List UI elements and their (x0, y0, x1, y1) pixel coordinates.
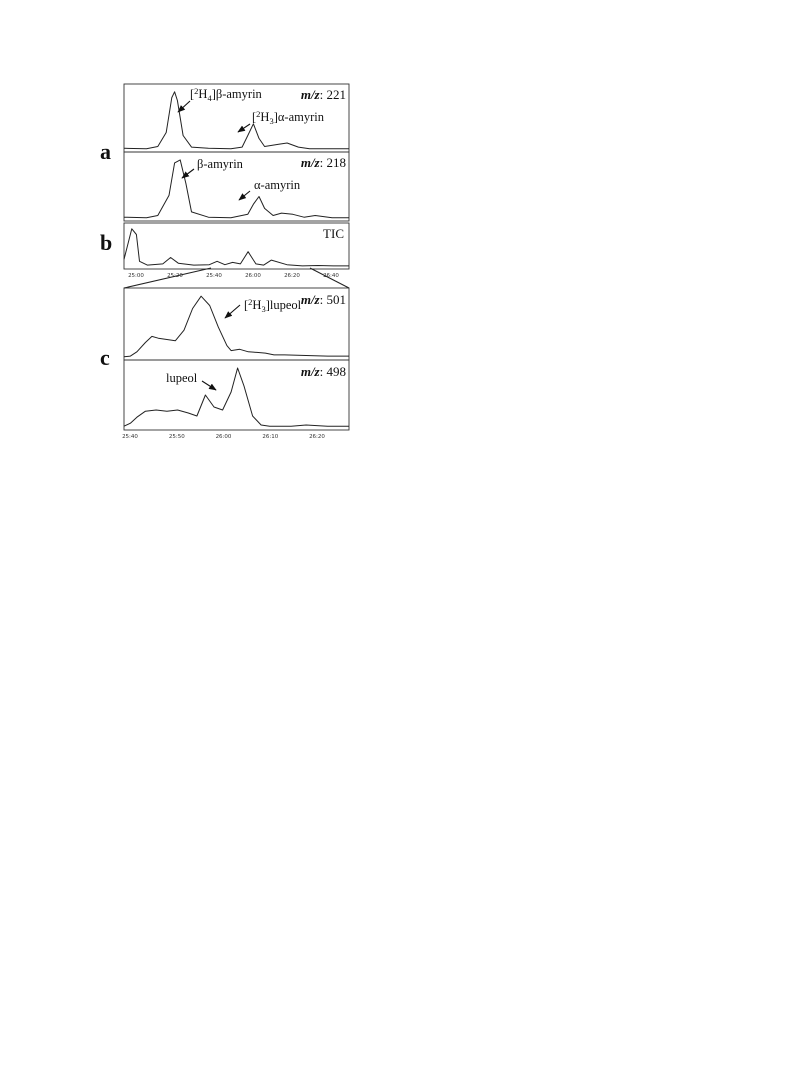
ion-label-501: m/z: 501 (300, 292, 346, 307)
tick-labels-c (122, 434, 325, 440)
tick-label: 25:20 (167, 273, 183, 279)
tick-label: 26:00 (245, 273, 261, 279)
annotation-d4-beta-amyrin: $[^2H_4]\beta$-amyrin (190, 86, 262, 103)
ion-label-218: m/z: 218 (300, 155, 346, 170)
tick-label: 25:40 (206, 273, 222, 279)
arrow-d3-alpha-amyrin (238, 124, 250, 132)
tick-labels-b (128, 273, 339, 279)
tick-label: 25:40 (122, 434, 138, 440)
panel-label-c: c (100, 345, 110, 370)
tick-label: 25:50 (168, 434, 185, 440)
tick-label: 25:00 (128, 273, 144, 279)
arrow-d4-beta-amyrin (178, 101, 190, 112)
panel-label-a: a (100, 139, 111, 164)
tick-label: 26:20 (309, 434, 325, 440)
tick-label: 26:10 (262, 434, 279, 440)
tick-label: 26:20 (284, 273, 300, 279)
arrow-lupeol (202, 381, 216, 390)
frame-b (124, 223, 349, 269)
tick-label: 26:00 (215, 434, 232, 440)
trace-tic (124, 229, 349, 266)
arrow-alpha-amyrin (239, 191, 250, 200)
ion-label-498: m/z: 498 (300, 364, 346, 379)
panel-label-b: b (100, 230, 113, 255)
tick-label: 26:40 (323, 273, 339, 279)
annotation-d3-lupeol: $[^2H_3]lupeol$ (244, 297, 302, 314)
annotation-alpha-amyrin: α-amyrin (254, 178, 301, 192)
ion-label-tic: TIC (323, 226, 344, 241)
annotation-lupeol: lupeol (166, 371, 198, 385)
annotation-d3-alpha-amyrin: $[^2H_3]\alpha$-amyrin (252, 109, 324, 126)
arrow-d3-lupeol (225, 305, 240, 318)
ion-label-221: m/z: 221 (300, 87, 346, 102)
annotation-beta-amyrin: β-amyrin (197, 157, 243, 171)
